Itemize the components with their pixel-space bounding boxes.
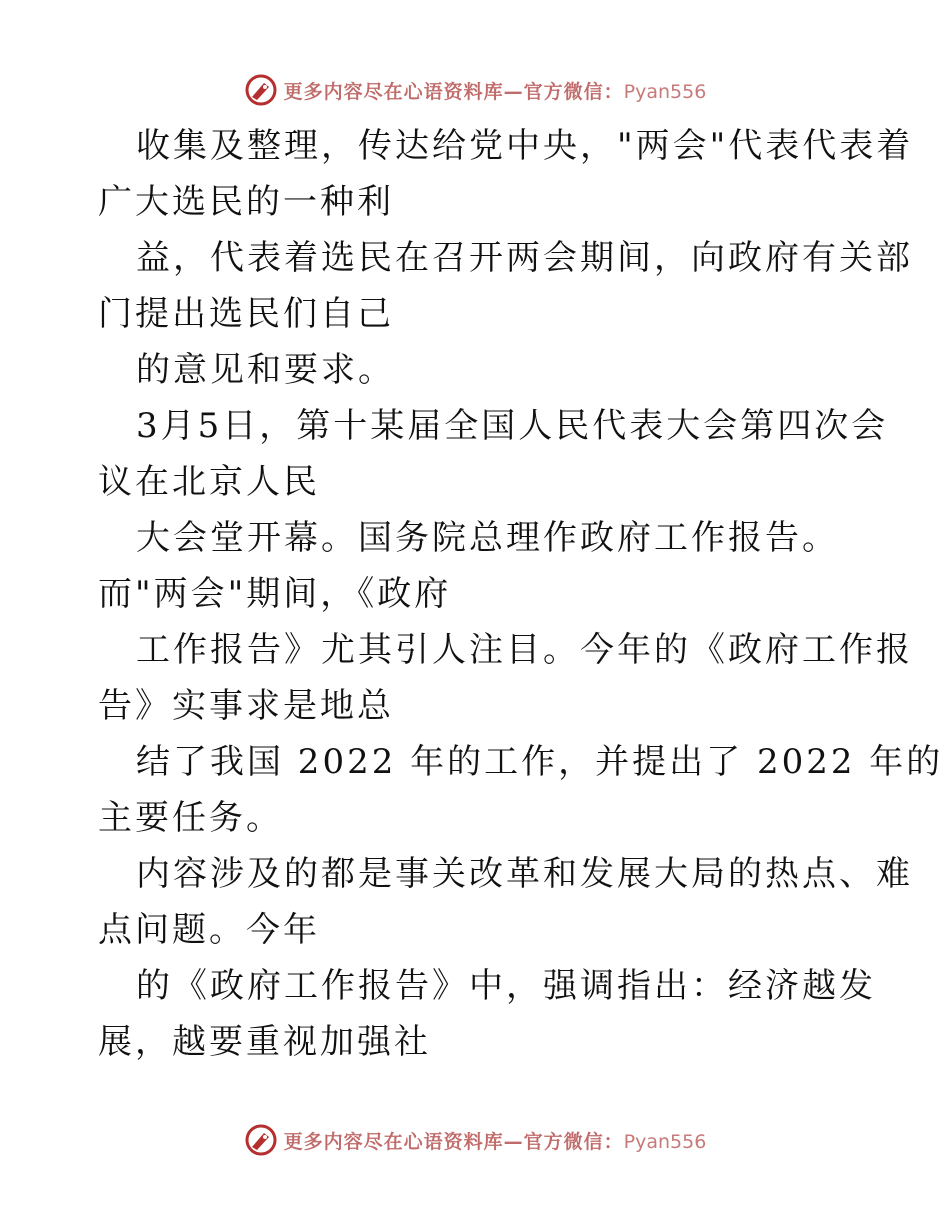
body-line: 门提出选民们自己 [98,294,394,334]
body-line: 展，越要重视加强社 [98,1022,431,1062]
body-line: 益，代表着选民在召开两会期间，向政府有关部 [136,238,913,278]
watermark-text [284,77,707,104]
pen-nib-logo-icon [244,73,278,107]
body-line: 议在北京人民 [98,462,320,502]
body-line: 结了我国 2022 年的工作，并提出了 2022 年的 [136,742,944,782]
body-line: 告》实事求是地总 [98,686,394,726]
body-line: 主要任务。 [98,798,283,838]
watermark-text [284,1127,707,1154]
watermark-label: 更多内容尽在心语资料库—官方微信： [283,1130,624,1153]
body-line: 大会堂开幕。国务院总理作政府工作报告。 [136,518,839,558]
body-line: 的意见和要求。 [136,350,395,390]
footer-watermark [0,1120,950,1160]
body-line: 点问题。今年 [98,910,320,950]
body-line: 工作报告》尤其引人注目。今年的《政府工作报 [136,630,913,670]
body-line: 内容涉及的都是事关改革和发展大局的热点、难 [136,854,913,894]
watermark-label: 更多内容尽在心语资料库—官方微信： [283,80,624,103]
body-line: 广大选民的一种利 [98,182,394,222]
body-line: 收集及整理，传达给党中央，"两会"代表代表着 [136,126,914,166]
watermark-account: Pyan556 [623,80,707,103]
header-watermark [0,70,950,110]
body-line: 的《政府工作报告》中，强调指出：经济越发 [136,966,876,1006]
body-line: 3月5日，第十某届全国人民代表大会第四次会 [136,406,889,446]
body-line: 而"两会"期间，《政府 [98,574,452,614]
watermark-account: Pyan556 [623,1130,707,1153]
pen-nib-logo-icon [244,1123,278,1157]
document-body [98,118,944,1070]
